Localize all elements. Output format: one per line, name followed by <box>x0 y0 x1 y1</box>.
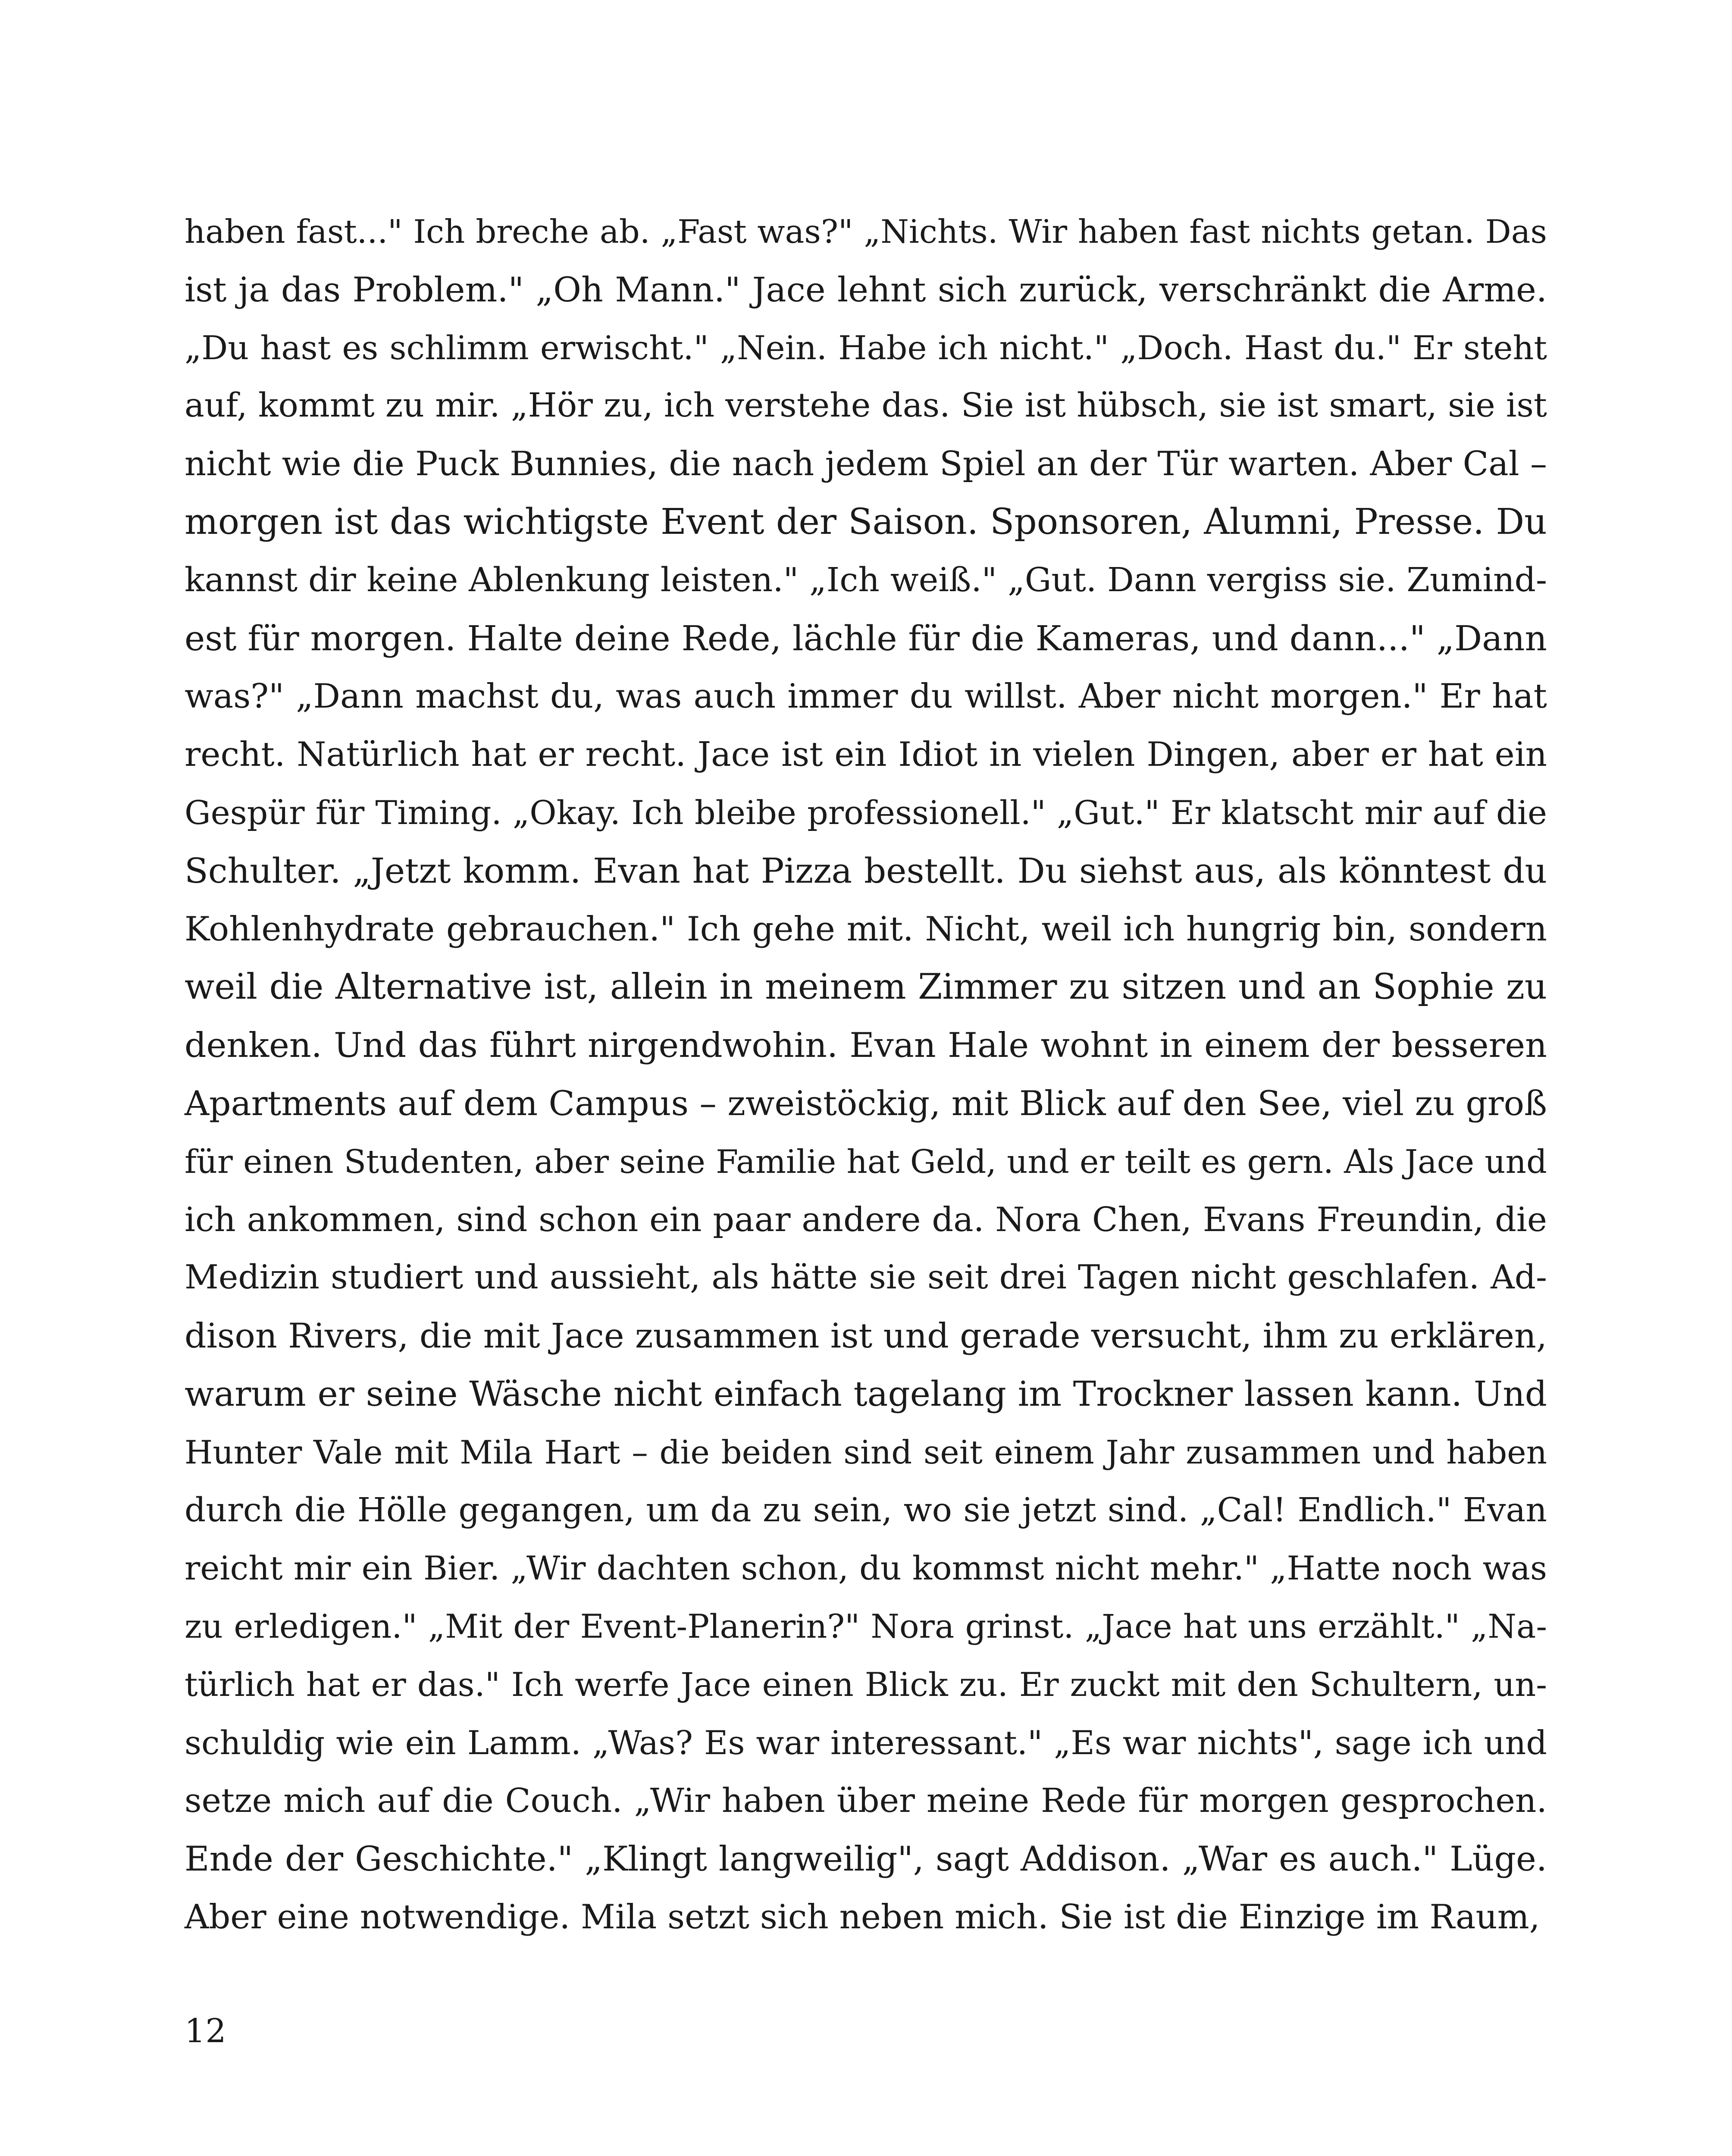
text-line: est für morgen. Halte deine Rede, lächle für die Kameras, und dann..." „Dann <box>185 618 1547 658</box>
text-line: schuldig wie ein Lamm. „Was? Es war interessant." „Es war nichts", sage ich und <box>185 1723 1547 1762</box>
text-line: reicht mir ein Bier. „Wir dachten schon, du kommst nicht mehr." „Hatte noch was <box>185 1549 1547 1588</box>
text-line: weil die Alternative ist, allein in meinem Zimmer zu sitzen und an Sophie zu <box>185 967 1547 1008</box>
text-line: morgen ist das wichtigste Event der Saison. Sponsoren, Alumni, Presse. Du <box>185 501 1547 542</box>
text-line: haben fast..." Ich breche ab. „Fast was?" „Nichts. Wir haben fast nichts getan. Das <box>185 213 1547 251</box>
text-line: Aber eine notwendige. Mila setzt sich neben mich. Sie ist die Einzige im Raum, <box>185 1898 1540 1937</box>
text-line: ich ankommen, sind schon ein paar andere da. Nora Chen, Evans Freundin, die <box>185 1200 1547 1239</box>
text-line: Kohlenhydrate gebrauchen." Ich gehe mit. Nicht, weil ich hungrig bin, sondern <box>185 909 1547 949</box>
text-line: ist ja das Problem." „Oh Mann." Jace lehnt sich zurück, verschränkt die Arme. <box>185 270 1547 310</box>
text-line: Hunter Vale mit Mila Hart – die beiden sind seit einem Jahr zusammen und haben <box>185 1433 1547 1471</box>
text-line: nicht wie die Puck Bunnies, die nach jedem Spiel an der Tür warten. Aber Cal – <box>185 445 1547 484</box>
text-line: zu erledigen." „Mit der Event-Planerin?" Nora grinst. „Jace hat uns erzählt." „Na- <box>185 1607 1547 1646</box>
text-line: auf, kommt zu mir. „Hör zu, ich verstehe das. Sie ist hübsch, sie ist smart, sie ist <box>185 386 1547 425</box>
body-text <box>185 203 1547 1962</box>
text-line: denken. Und das führt nirgendwohin. Evan Hale wohnt in einem der besseren <box>185 1025 1547 1065</box>
text-line: Apartments auf dem Campus – zweistöckig, mit Blick auf den See, viel zu groß <box>185 1083 1547 1123</box>
page-number: 12 <box>185 2012 226 2050</box>
text-line: „Du hast es schlimm erwischt." „Nein. Habe ich nicht." „Doch. Hast du." Er steht <box>185 328 1547 367</box>
text-line: warum er seine Wäsche nicht einfach tagelang im Trockner lassen kann. Und <box>185 1373 1547 1414</box>
text-line: Gespür für Timing. „Okay. Ich bleibe professionell." „Gut." Er klatscht mir auf die <box>185 793 1547 832</box>
text-line: kannst dir keine Ablenkung leisten." „Ich weiß." „Gut. Dann vergiss sie. Zumind- <box>185 561 1547 599</box>
text-line: setze mich auf die Couch. „Wir haben über meine Rede für morgen gesprochen. <box>185 1781 1547 1820</box>
text-line: türlich hat er das." Ich werfe Jace einen Blick zu. Er zuckt mit den Schultern, un- <box>185 1665 1547 1704</box>
text-line: recht. Natürlich hat er recht. Jace ist ein Idiot in vielen Dingen, aber er hat ein <box>185 735 1547 774</box>
text-line: was?" „Dann machst du, was auch immer du willst. Aber nicht morgen." Er hat <box>185 677 1547 716</box>
text-line: dison Rivers, die mit Jace zusammen ist und gerade versucht, ihm zu erklären, <box>185 1316 1547 1356</box>
text-line: durch die Hölle gegangen, um da zu sein, wo sie jetzt sind. „Cal! Endlich." Evan <box>185 1491 1547 1529</box>
text-line: Medizin studiert und aussieht, als hätte sie seit drei Tagen nicht geschlafen. Ad- <box>185 1258 1547 1297</box>
text-line: für einen Studenten, aber seine Familie hat Geld, und er teilt es gern. Als Jace und <box>185 1142 1547 1181</box>
text-line: Ende der Geschichte." „Klingt langweilig", sagt Addison. „War es auch." Lüge. <box>185 1839 1547 1879</box>
text-line: Schulter. „Jetzt komm. Evan hat Pizza bestellt. Du siehst aus, als könntest du <box>185 850 1547 891</box>
